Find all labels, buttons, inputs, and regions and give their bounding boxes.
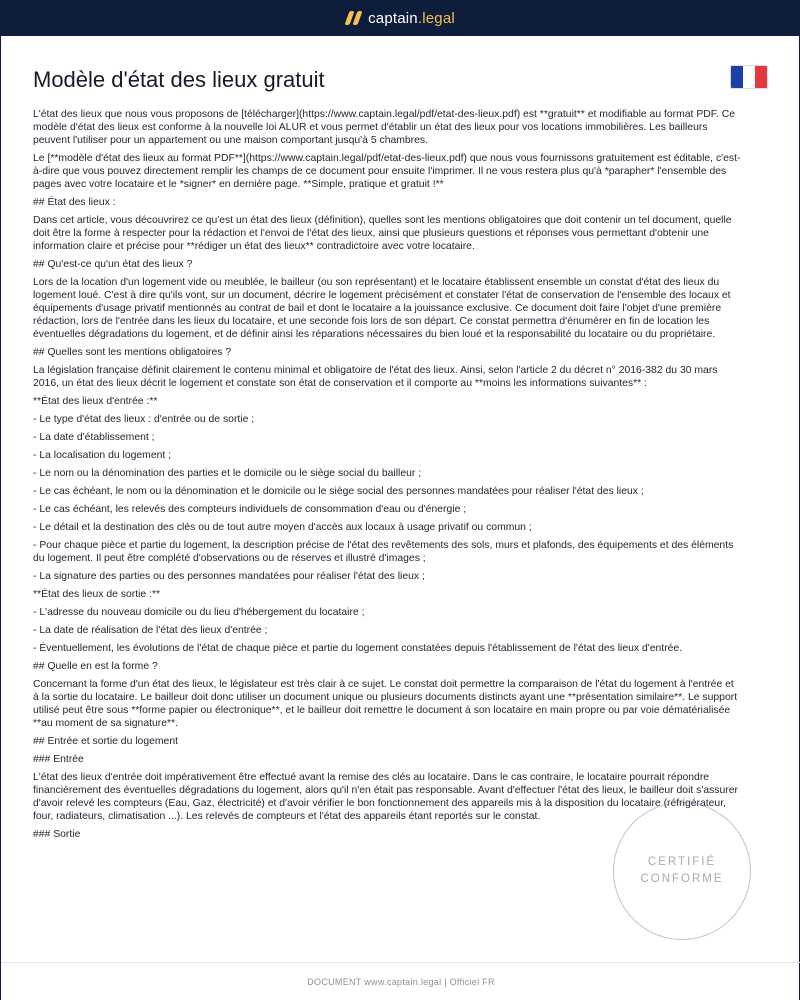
footer (1, 962, 800, 1000)
page-title: Modèle d'état des lieux gratuit (33, 67, 325, 92)
list-item: - La date d'établissement ; (33, 432, 155, 443)
list-item: - Le nom ou la dénomination des parties et le domicile ou le siège social du bailleur ; (33, 468, 422, 479)
footer-text: DOCUMENT www.captain.legal | Officiel FR (307, 976, 495, 987)
paragraph-mentions: La législation française définit clairement le contenu minimal et obligatoire de l'état des lieux. Ainsi, selon l'article 2 du décret n° 2016-382 du 30 mars 2016, un état des lieux décrit le logement et constate son état de conservation et il comporte au **moins les informations suivantes** : (33, 365, 718, 389)
paragraph-intro: L'état des lieux que nous vous proposons de [télécharger](https://www.captain.legal/pdf/etat-des-lieux.pdf) est **gratuit** et modifiable au format PDF. Ce modèle d'état des lieux est conforme à la nouvelle loi ALUR et vous permet d'établir un état des lieux pour vos locations immobilières. Les bailleurs peuvent l'utiliser pour un appartement ou une maison comportant jusqu'à 5 chambres. (33, 109, 736, 146)
list-item: - Le cas échéant, les relevés des compteurs individuels de consommation d'eau ou d'énergie ; (33, 504, 467, 515)
list-item: - La date de réalisation de l'état des lieux d'entrée ; (33, 625, 268, 636)
heading-forme: ## Quelle en est la forme ? (33, 661, 158, 672)
list-item: - La localisation du logement ; (33, 450, 172, 461)
paragraph-forme: Concernant la forme d'un état des lieux, le législateur est très clair à ce sujet. Le constat doit permettre la comparaison de l'état du logement à l'entrée et à la sortie du locataire. Le bailleur doit donc utiliser un document unique ou plusieurs documents distincts ayant une **présentation similaire**. Le support utilisé peut être sous **forme papier ou électronique**, et le bailleur doit remettre le document à son locataire en main propre ou par voie dématérialisée **au moment de sa signature**. (33, 679, 738, 729)
heading-etat-des-lieux: ## État des lieux : (33, 197, 116, 208)
paragraph-entree: L'état des lieux d'entrée doit impérativement être effectué avant la remise des clés au locataire. Dans le cas contraire, le locataire pourrait répondre financièrement des éventuelles dégradations du logement, alors qu'il n'en était pas responsable. Avant d'effectuer l'état des lieux, le bailleur doit s'assurer d'avoir relevé les compteurs (Eau, Gaz, électricité) et d'avoir vérifier le bon fonctionnement des appareils mis à la disposition du locataire (réfrigérateur, four, radiateurs, climatisation ...). Les relevés de compteurs et l'état des appareils étant reportés sur le constat. (33, 772, 738, 822)
heading-definition: ## Qu'est-ce qu'un état des lieux ? (33, 259, 193, 270)
list-item: - La signature des parties ou des personnes mandatées pour réaliser l'état des lieux ; (33, 571, 425, 582)
document-body (33, 108, 741, 950)
heading-entree: ### Entrée (33, 754, 84, 765)
heading-sortie: ### Sortie (33, 829, 81, 840)
subheading-entree: **État des lieux d'entrée :** (33, 396, 158, 407)
list-item: - L'adresse du nouveau domicile ou du lieu d'hébergement du locataire ; (33, 607, 365, 618)
list-item: - Éventuellement, les évolutions de l'état de chaque pièce et partie du logement constatées depuis l'établissement de l'état des lieux d'entrée. (33, 643, 683, 654)
captain-legal-logo-icon[interactable] (345, 11, 363, 25)
brand-name[interactable] (368, 10, 455, 27)
stamp-line-2: CONFORME (640, 873, 724, 885)
list-item: - Le cas échéant, le nom ou la dénomination et le domicile ou le siège social des personnes mandatées pour réaliser l'état des lieux ; (33, 486, 644, 497)
paragraph-article: Dans cet article, vous découvrirez ce qu'est un état des lieux (définition), quelles sont les mentions obligatoires que doit contenir un tel document, quelle doit être la forme à respecter pour la rédaction et l'envoi de l'état des lieux, ainsi que plusieurs questions et réponses vous permettant d'obtenir une information claire et précise pour **rédiger un état des lieux** contradictoire avec votre locataire. (33, 215, 732, 252)
heading-mentions: ## Quelles sont les mentions obligatoires ? (33, 347, 232, 358)
top-bar (1, 0, 800, 36)
paragraph-template: Le [**modèle d'état des lieux au format PDF**](https://www.captain.legal/pdf/etat-des-lieux.pdf) que nous vous fournissons gratuitement est éditable, c'est-à-dire que vous pouvez directement remplir les champs de ce document pour ensuite l'imprimer. Il ne vous restera plus qu'à *parapher* l'ensemble des pages avec votre locataire et le *signer* en dernière page. **Simple, pratique et gratuit !** (33, 153, 741, 190)
brand-main: captain (368, 9, 418, 27)
stamp-line-1: CERTIFIÉ (647, 856, 717, 868)
paragraph-definition: Lors de la location d'un logement vide ou meublée, le bailleur (ou son représentant) et le locataire établissent ensemble un constat d'état des lieux du logement loué. C'est à dire qu'ils vont, sur un document, décrire le logement précisément et constater l'état de conservation de l'ensemble des locaux et équipements d'usage privatif mentionnés au contrat de bail et dont le locataire a la jouissance exclusive. Ce document doit faire l'objet d'une première rédaction, lors de l'entrée dans les lieux du locataire, et une seconde fois lors de son départ. Ce constat permettra d'énumérer en fin de location les éventuelles dégradations du logement, et de définir ainsi les réparations nécessaires du bien loué et la responsabilité du locataire ou du propriétaire. (33, 277, 731, 340)
list-item: - Pour chaque pièce et partie du logement, la description précise de l'état des revêtements des sols, murs et plafonds, des équipements et des éléments du logement. Il peut être complété d'observations ou de réserves et illustré d'images ; (33, 540, 734, 564)
heading-entree-sortie: ## Entrée et sortie du logement (33, 736, 178, 747)
subheading-sortie: **État des lieux de sortie :** (33, 589, 161, 600)
list-item: - Le détail et la destination des clés ou de tout autre moyen d'accès aux locaux à usage privatif ou commun ; (33, 522, 532, 533)
france-flag-icon[interactable] (730, 65, 768, 89)
brand-tld: .legal (417, 9, 455, 27)
list-item: - Le type d'état des lieux : d'entrée ou de sortie ; (33, 414, 255, 425)
